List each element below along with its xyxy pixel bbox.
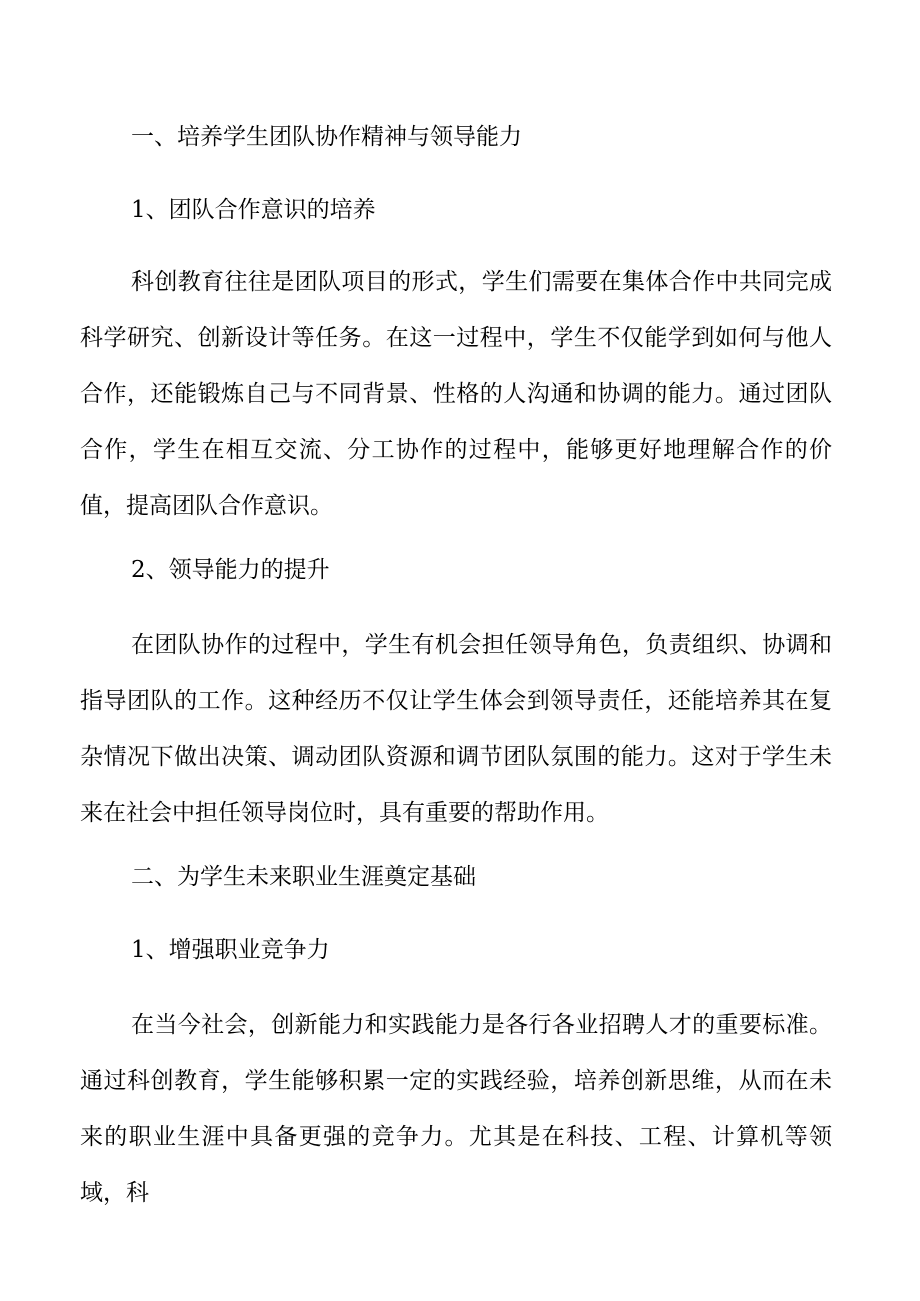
- section-2-1-paragraph: 在当今社会，创新能力和实践能力是各行各业招聘人才的重要标准。通过科创教育，学生能够积累一定的实践经验，培养创新思维，从而在未来的职业生涯中具备更强的竞争力。尤其是在科技、工程、计算机等领域，科: [80, 1012, 832, 1206]
- section-1-1-title: 1、团队合作意识的培养: [131, 197, 376, 223]
- section-1-title: 一、培养学生团队协作精神与领导能力: [131, 124, 522, 150]
- section-2-1-title: 1、增强职业竞争力: [131, 937, 330, 963]
- section-1-2-title: 2、领导能力的提升: [131, 557, 330, 583]
- section-1-1-paragraph: 科创教育往往是团队项目的形式，学生们需要在集体合作中共同完成科学研究、创新设计等任务。在这一过程中，学生不仅能学到如何与他人合作，还能锻炼自己与不同背景、性格的人沟通和协调的能力。通过团队合作，学生在相互交流、分工协作的过程中，能够更好地理解合作的价值，提高团队合作意识。: [80, 269, 832, 519]
- section-1-2-paragraph: 在团队协作的过程中，学生有机会担任领导角色，负责组织、协调和指导团队的工作。这种经历不仅让学生体会到领导责任，还能培养其在复杂情况下做出决策、调动团队资源和调节团队氛围的能力。这对于学生未来在社会中担任领导岗位时，具有重要的帮助作用。: [80, 632, 832, 826]
- section-2-title: 二、为学生未来职业生涯奠定基础: [131, 864, 476, 890]
